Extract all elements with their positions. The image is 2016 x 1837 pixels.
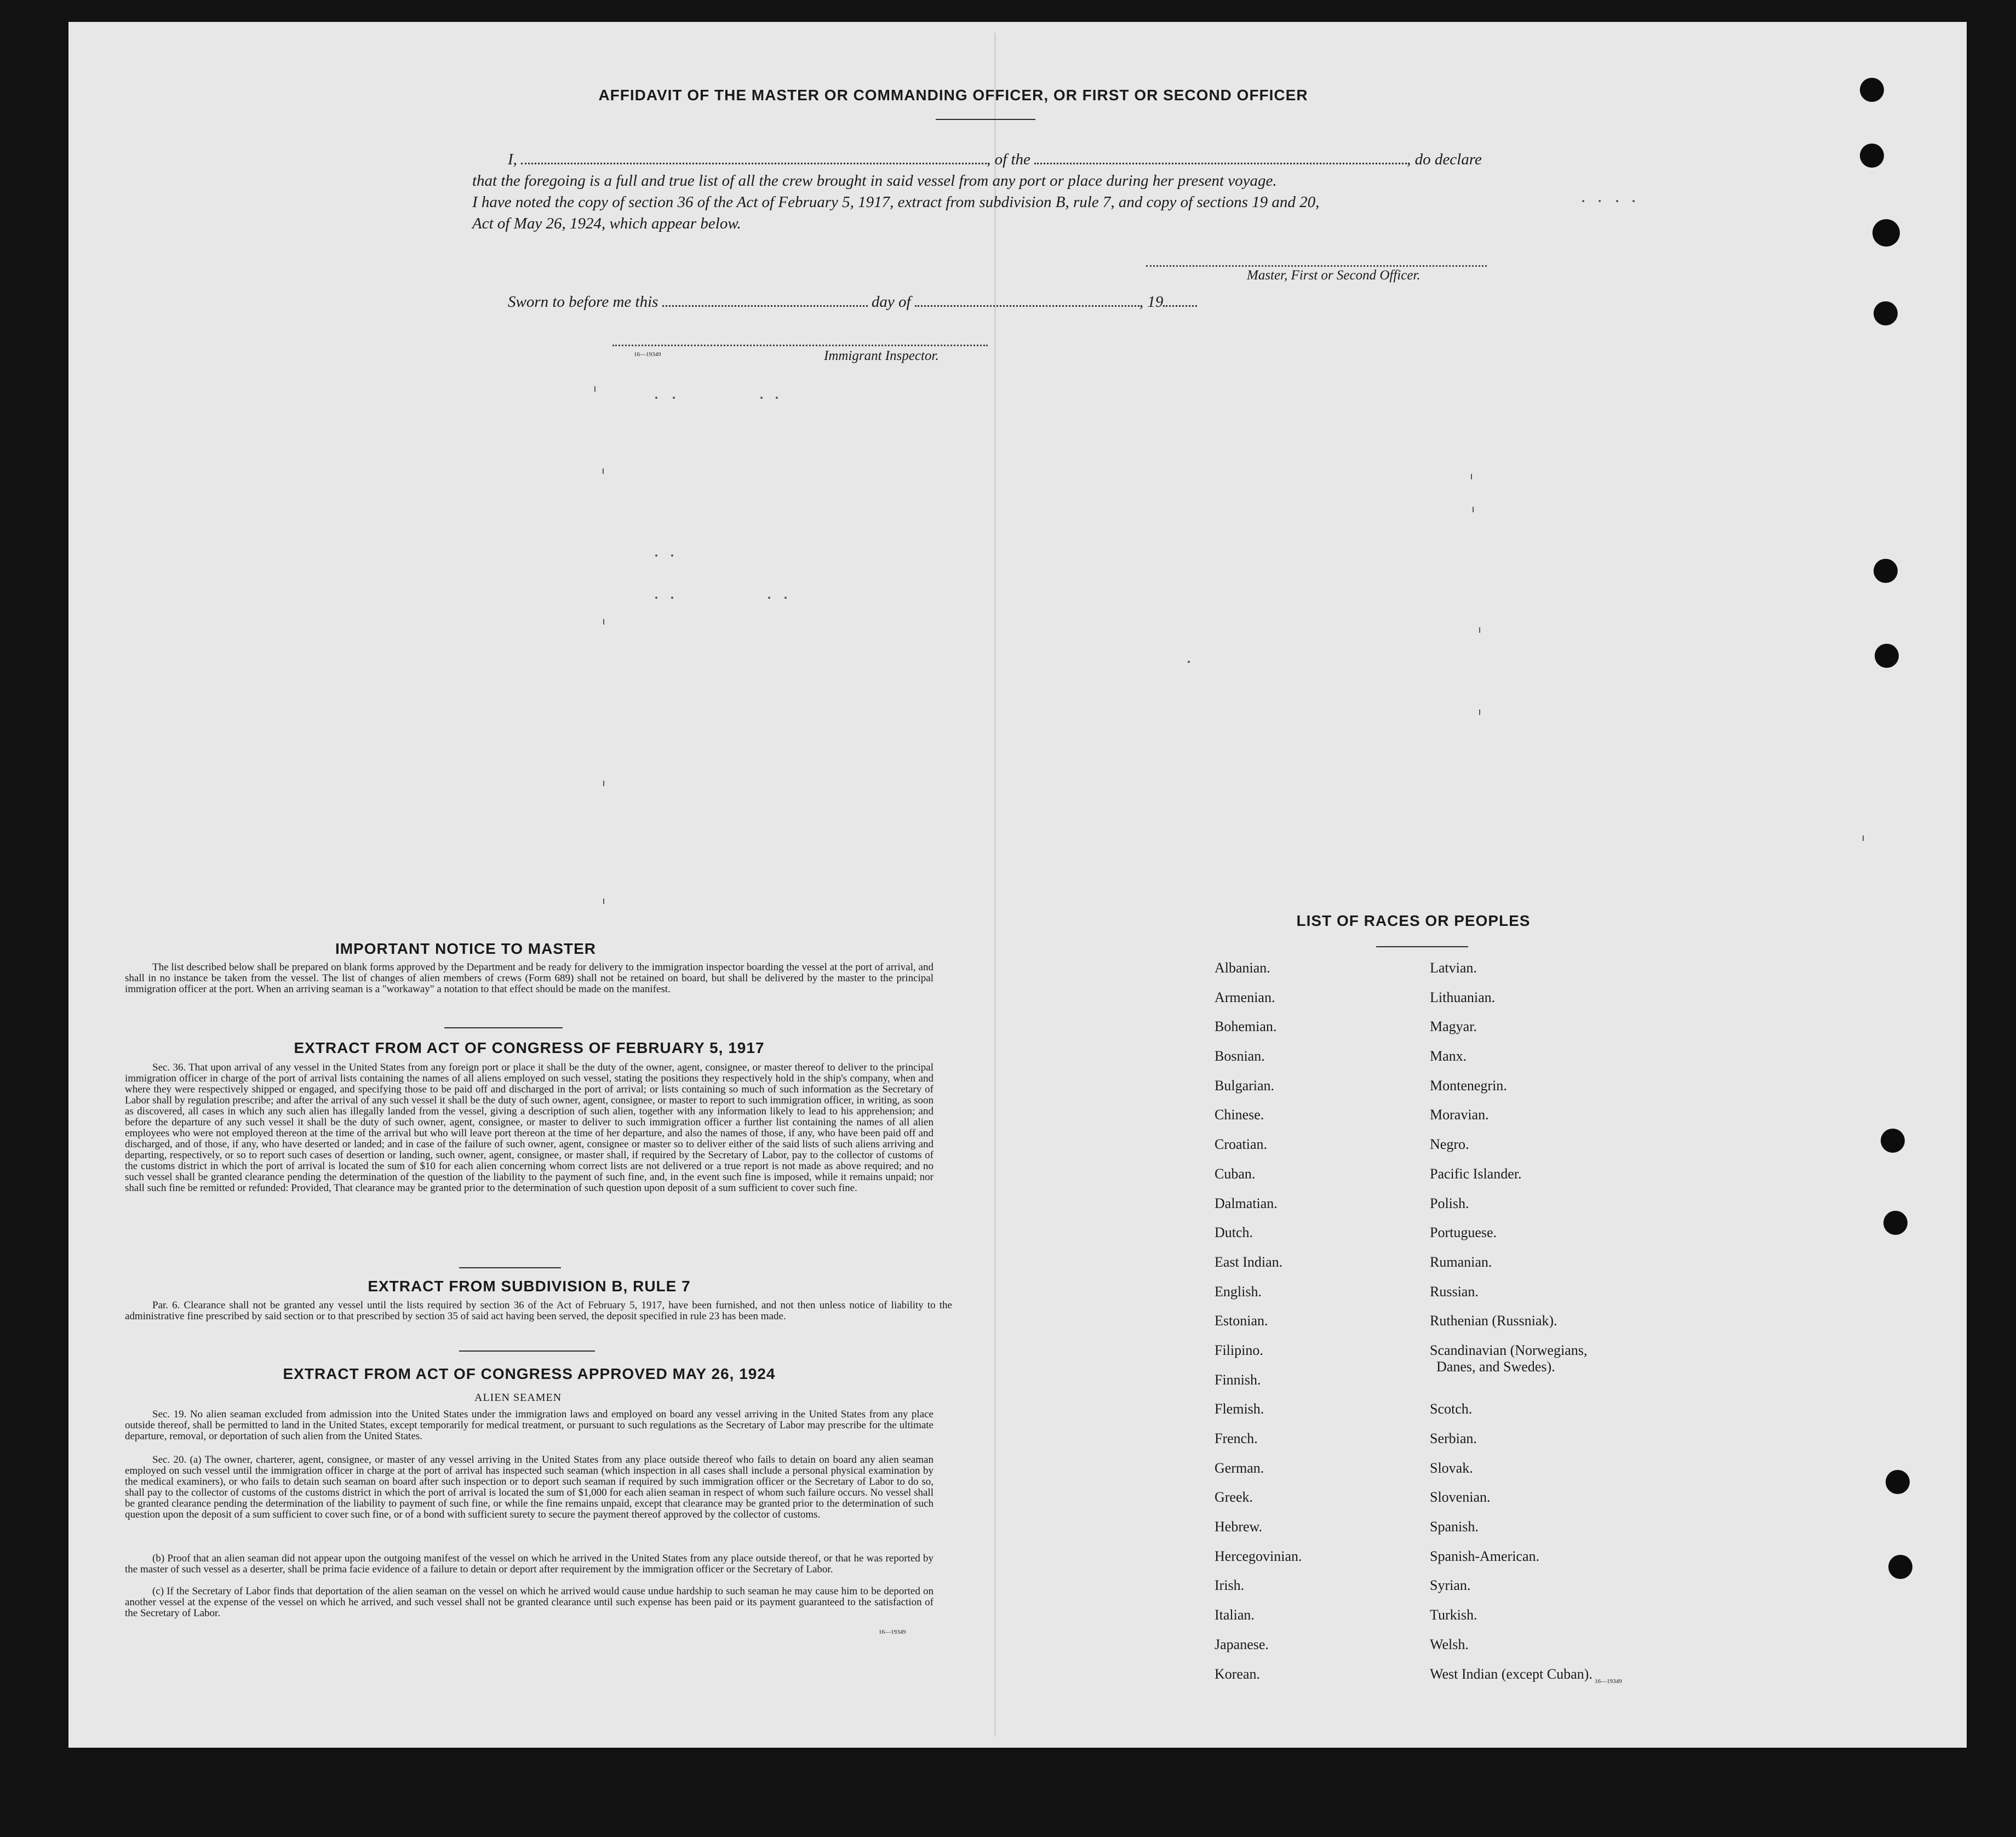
center-fold [994,33,996,1737]
act-1917-title: EXTRACT FROM ACT OF CONGRESS OF FEBRUARY 5, 1917 [294,1039,765,1056]
declaration-line-2: that the foregoing is a full and true list of all the crew brought in said vessel from any port or place during her present voyage. [472,172,1277,190]
race-item: Estonian. [1215,1313,1268,1329]
race-item: Slovenian. [1430,1489,1491,1506]
race-item: Albanian. [1215,960,1270,976]
sec-20b-text: (b) Proof that an alien seaman did not appear upon the outgoing manifest of the vessel on which he arrived in the United States from any place outside thereof, or that he was reported by the master of such vessel as a deserter, shall be prima facie evidence of a failure to detain or deport after requirement by the immigration officer or the Secretary of Labor. [125,1553,933,1575]
inspector-label: Immigrant Inspector. [824,348,939,363]
sworn-label: Sworn to before me this [508,293,658,311]
alien-seamen-subtitle: ALIEN SEAMEN [474,1392,562,1404]
i-label: I, [508,151,517,168]
rule-7-title: EXTRACT FROM SUBDIVISION B, RULE 7 [368,1278,691,1295]
race-item: Moravian. [1430,1107,1489,1123]
race-item: Magyar. [1430,1018,1477,1035]
race-item: Cuban. [1215,1165,1256,1182]
race-item: Montenegrin. [1430,1077,1507,1094]
form-number: 16—19349 [1595,1678,1622,1685]
act-1917-text: Sec. 36. That upon arrival of any vessel in the United States from any foreign port or place it shall be the duty of the owner, agent, consignee, or master thereof to deliver to the principal immigration officer in charge of the port of arrival lists containing the names of all aliens employed on such vessel, stating the positions they respectively hold in the ship's company, when and where they were respectively shipped or engaged, and specifying those to be paid off and discharged in the port of arrival; or lists containing so much of such information as the Secretary of Labor shall by regulation prescribe; and after the arrival of any such vessel it shall be the duty of such owner, agent, consignee, or master to report to such immigration officer, in writing, as soon as discovered, all cases in which any such alien has illegally landed from the vessel, giving a description of such alien, together with any information likely to lead to his apprehension; and before the departure of any such vessel it shall be the duty of such owner, agent, consignee, or master to deliver to such immigration officer a further list containing the names of all alien employees who were not employed thereon at the time of the arrival but who will leave port thereon at the time of her departure, and also the names of those, if any, who have been paid off and discharged, and of those, if any, who have deserted or landed; and in case of the failure of such owner, agent, consignee or master so to deliver either of the said lists of such aliens arriving and departing, respectively, or so to report such cases of desertion or landing, such owner, agent, consignee, or master shall, if required by the Secretary of Labor, pay to the collector of customs of the customs district in which the port of arrival is located the sum of $10 for each alien concerning whom correct lists are not delivered or a true report is not made as above required; and no such vessel shall be granted clearance pending the determination of the question of the liability to the payment of such fine, and, in the event such fine is imposed, while it remains unpaid; nor shall such fine be remitted or refunded: Provided, That clearance may be granted prior to the determination of such question upon deposit of a sum sufficient to cover such fine. [125,1062,933,1194]
section-divider [459,1350,595,1352]
race-item: Russian. [1430,1283,1479,1300]
race-item: Korean. [1215,1666,1261,1682]
sec-19-text: Sec. 19. No alien seaman excluded from admission into the United States under the immigration laws and employed on board any vessel arriving in the United States from any place outside thereof, shall be permitted to land in the United States, except temporarily for medical treatment, or pursuant to such regulations as the Secretary of Labor may prescribe for the ultimate departure, removal, or deportation of such alien from the United States. [125,1409,933,1442]
binder-hole [1888,1555,1912,1579]
race-item: Spanish-American. [1430,1548,1540,1564]
sworn-year-field[interactable] [1163,293,1197,307]
race-item: Bosnian. [1215,1048,1265,1065]
race-item-line: Scandinavian (Norwegians, [1430,1342,1588,1358]
binder-hole [1860,78,1884,102]
race-item: Hercegovinian. [1215,1548,1302,1564]
race-item: Scotch. [1430,1401,1473,1417]
race-item: French. [1215,1430,1258,1446]
sec-20a-text: Sec. 20. (a) The owner, charterer, agent, consignee, or master of any vessel arriving in the United States from any place outside thereof who fails to detain on board any alien seaman employed on such vessel until the immigration officer in charge at the port of arrival has inspected such seaman (which inspection in all cases shall include a personal physical examination by the medical examiners), or who fails to detain such seaman on board after such inspection or to deport such seaman if required by such immigration officer or the Secretary of Labor to do so, shall pay to the collector of customs of the customs district in which the port of arrival is located the sum of $1,000 for each alien seaman in respect of whom such failure occurs. No vessel shall be granted clearance pending the determination of the liability to payment of such fine, or while the fine remains unpaid, except that clearance may be granted prior to the determination of such question upon the deposit of a sum sufficient to cover such fine, or of a bond with sufficient surety to secure the payment thereof approved by the collector of customs. [125,1454,933,1520]
race-item: Pacific Islander. [1430,1165,1522,1182]
race-item: Welsh. [1430,1636,1469,1652]
binder-hole [1886,1470,1910,1494]
section-divider [444,1027,563,1028]
declaration-line-1 [508,151,1482,169]
race-item: Dutch. [1215,1224,1253,1241]
act-1924-title: EXTRACT FROM ACT OF CONGRESS APPROVED MAY 26, 1924 [283,1365,776,1382]
races-list-right [1430,960,1593,1695]
vessel-name-field[interactable] [1034,151,1407,164]
binder-hole [1874,301,1898,325]
day-of-label: day of [871,293,911,311]
inspector-signature-line[interactable] [612,345,988,346]
race-item: English. [1215,1283,1262,1300]
section-divider [459,1267,561,1268]
race-item: Manx. [1430,1048,1467,1065]
notice-title: IMPORTANT NOTICE TO MASTER [335,940,597,957]
race-item: Serbian. [1430,1430,1477,1447]
race-item: Lithuanian. [1430,989,1496,1005]
declaration-line-4: Act of May 26, 1924, which appear below. [472,215,741,232]
race-item: Portuguese. [1430,1224,1497,1241]
race-item: Slovak. [1430,1460,1473,1476]
race-item-line: Danes, and Swedes). [1436,1358,1555,1375]
signature-line[interactable] [1146,265,1487,267]
binder-hole [1872,219,1900,247]
race-item: East Indian. [1215,1254,1283,1270]
binder-hole [1860,144,1884,168]
race-item: Bulgarian. [1215,1077,1275,1094]
race-item: Bohemian. [1215,1018,1277,1035]
rule-7-text: Par. 6. Clearance shall not be granted any vessel until the lists required by section 36 of the Act of February 5, 1917, have been furnished, and not then unless notice of liability to the administrative fine prescribed by said section or to that prescribed by section 35 of said act having been served, the deposit specified in rule 23 has been made. [125,1300,952,1322]
sworn-month-field[interactable] [915,293,1139,307]
race-item: Ruthenian (Russniak). [1430,1313,1557,1329]
race-item: Greek. [1215,1489,1253,1506]
race-item [1430,1342,1593,1401]
race-item: Polish. [1430,1195,1469,1211]
race-item: Flemish. [1215,1401,1264,1417]
races-list-left [1215,960,1302,1695]
race-item: Hebrew. [1215,1519,1263,1535]
race-item: German. [1215,1460,1264,1476]
do-declare-label: , do declare [1407,151,1482,168]
race-item: Spanish. [1430,1519,1479,1535]
races-title: LIST OF RACES OR PEOPLES [1296,912,1531,929]
race-item: West Indian (except Cuban). [1430,1666,1593,1682]
year-label: , 19 [1139,293,1164,311]
form-number: 16—19349 [634,351,661,358]
affidavit-title: AFFIDAVIT OF THE MASTER OR COMMANDING OFFICER, OR FIRST OR SECOND OFFICER [598,87,1308,104]
race-item: Turkish. [1430,1607,1477,1623]
of-the-label: , of the [987,151,1030,168]
race-item: Italian. [1215,1607,1255,1623]
race-item: Armenian. [1215,989,1275,1005]
race-item: Dalmatian. [1215,1195,1278,1211]
sworn-line [508,293,1197,311]
notice-text: The list described below shall be prepared on blank forms approved by the Department and be ready for delivery to the immigration inspector boarding the vessel at the port of arrival, and shall in no instance be taken from the vessel. The list of changes of alien members of crews (Form 689) shall not be retained on board, but shall be delivered by the master to the principal immigration officer at the port. When an arriving seaman is a "workaway" a notation to that effect should be made on the manifest. [125,962,933,995]
race-item: Chinese. [1215,1107,1264,1123]
race-item: Latvian. [1430,960,1477,976]
race-item: Syrian. [1430,1577,1471,1594]
binder-hole [1874,559,1898,583]
race-item: Irish. [1215,1577,1245,1594]
title-divider [936,119,1035,120]
races-divider [1376,946,1468,947]
form-number: 16—19349 [879,1629,906,1635]
officer-name-field[interactable] [521,151,987,164]
race-item: Rumanian. [1430,1254,1492,1270]
race-item: Filipino. [1215,1342,1263,1358]
race-item: Finnish. [1215,1371,1261,1388]
signature-label: Master, First or Second Officer. [1247,268,1421,283]
race-item: Japanese. [1215,1636,1269,1652]
declaration-line-3: I have noted the copy of section 36 of the Act of February 5, 1917, extract from subdivision B, rule 7, and copy of sections 19 and 20, [472,193,1320,211]
binder-hole [1881,1129,1905,1153]
binder-hole [1875,644,1899,668]
race-item: Croatian. [1215,1136,1268,1153]
race-item: Negro. [1430,1136,1469,1153]
sec-20c-text: (c) If the Secretary of Labor finds that deportation of the alien seaman on the vessel on which he arrived would cause undue hardship to such seaman he may cause him to be deported on another vessel at the expense of the vessel on which he arrived, and such vessel shall not be granted clearance until such expense has been paid or its payment guaranteed to the satisfaction of the Secretary of Labor. [125,1586,933,1619]
binder-hole [1883,1211,1908,1235]
sworn-day-field[interactable] [662,293,868,307]
